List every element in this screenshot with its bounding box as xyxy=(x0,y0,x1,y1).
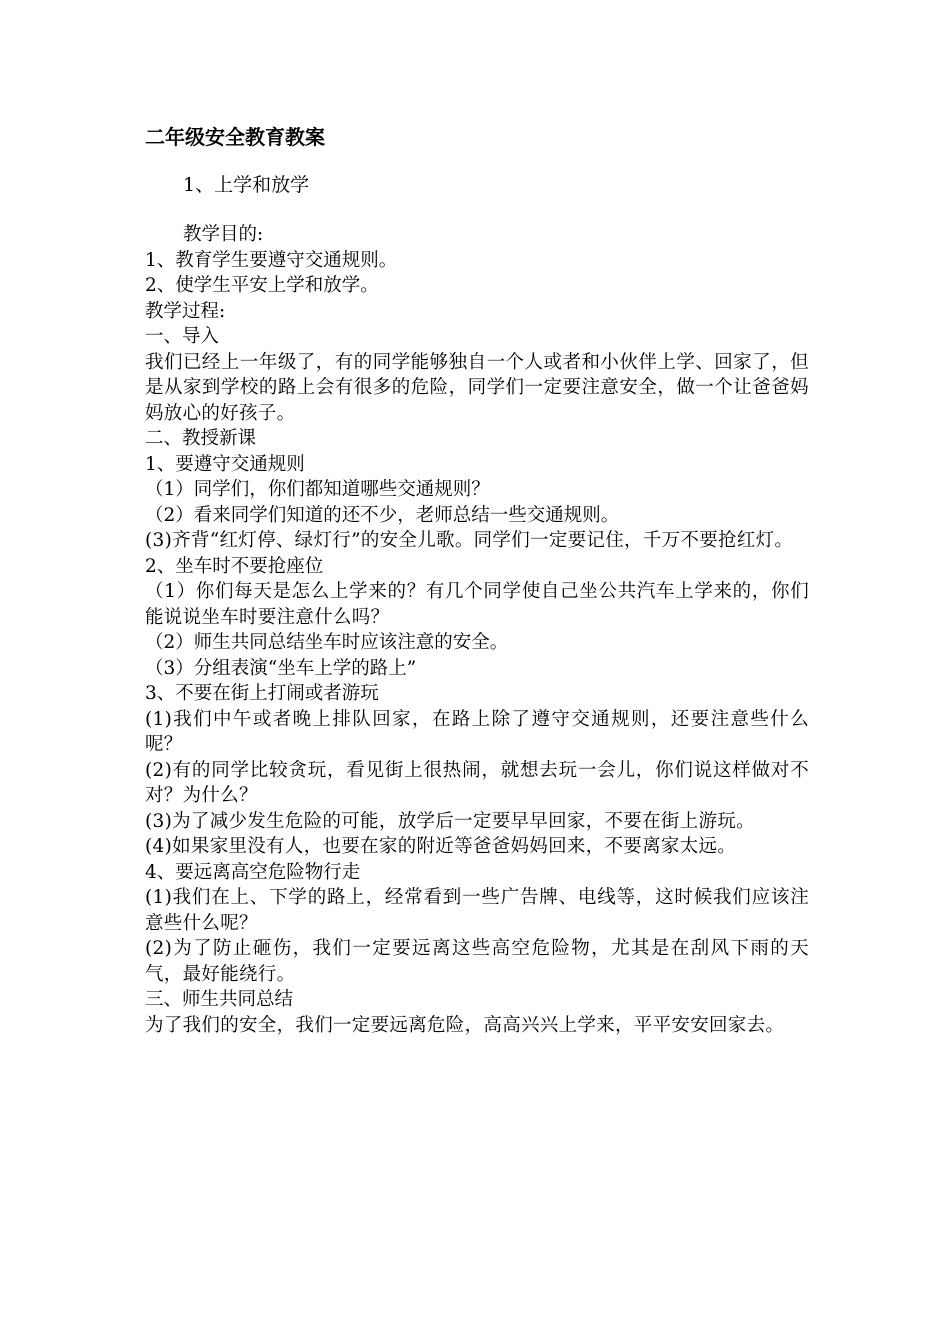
text-line: （1）同学们，你们都知道哪些交通规则？ xyxy=(145,479,490,500)
paragraph: (1)我们在上、下学的路上，经常看到一些广告牌、电线等，这时候我们应该注意些什么呢？ xyxy=(145,887,809,934)
paragraph: (3)为了减少发生危险的可能，放学后一定要早早回家，不要在街上游玩。 xyxy=(145,810,755,832)
paragraph: 为了我们的安全，我们一定要远离危险，高高兴兴上学来，平平安安回家去。 xyxy=(145,1014,785,1036)
text-line: 1、教育学生要遵守交通规则。 xyxy=(145,249,398,271)
text-line: 1、要遵守交通规则 xyxy=(145,453,305,475)
text-line: （2）看来同学们知道的还不少，老师总结一些交通规则。 xyxy=(145,504,620,526)
text-line: 4、要远离高空危险物行走 xyxy=(145,861,361,883)
paragraph: (4)如果家里没有人，也要在家的附近等爸爸妈妈回来，不要离家太远。 xyxy=(145,836,737,857)
text-line: （2）师生共同总结坐车时应该注意的安全。 xyxy=(145,632,509,653)
text-line: 教学过程: xyxy=(145,300,226,322)
text-line: 教学目的: xyxy=(183,224,264,245)
text-line: 2、使学生平安上学和放学。 xyxy=(145,275,379,296)
paragraph: (3)齐背“红灯停、绿灯行”的安全儿歌。同学们一定要记住，千万不要抢红灯。 xyxy=(145,530,794,551)
spacer xyxy=(145,200,809,222)
paragraph: (2)有的同学比较贪玩，看见街上很热闹，就想去玩一会儿，你们说这样做对不对？为什么？ xyxy=(145,759,809,806)
text-line: 2、坐车时不要抢座位 xyxy=(145,555,324,577)
text-line: 二、教授新课 xyxy=(145,428,257,449)
text-line: 一、导入 xyxy=(145,326,220,347)
text-line: 3、不要在街上打闹或者游玩 xyxy=(145,683,379,704)
paragraph: (1)我们中午或者晚上排队回家，在路上除了遵守交通规则，还要注意些什么呢？ xyxy=(145,708,809,755)
paragraph: (2)为了防止砸伤，我们一定要远离这些高空危险物，尤其是在刮风下雨的天气，最好能绕行。 xyxy=(145,938,809,985)
paragraph: 我们已经上一年级了，有的同学能够独自一个人或者和小伙伴上学、回家了，但是从家到学校的路上会有很多的危险，同学们一定要注意安全，做一个让爸爸妈妈放心的好孩子。 xyxy=(145,351,809,424)
text-line: 三、师生共同总结 xyxy=(145,989,294,1010)
paragraph: （1）你们每天是怎么上学来的？有几个同学使自己坐公共汽车上学来的，你们能说说坐车时要注意什么吗？ xyxy=(145,581,809,628)
lesson-subtitle: 1、上学和放学 xyxy=(183,174,310,196)
document-title: 二年级安全教育教案 xyxy=(145,125,325,149)
lesson-text xyxy=(145,222,809,1038)
document-body xyxy=(145,122,809,1038)
text-line: （3）分组表演“坐车上学的路上” xyxy=(145,657,417,679)
